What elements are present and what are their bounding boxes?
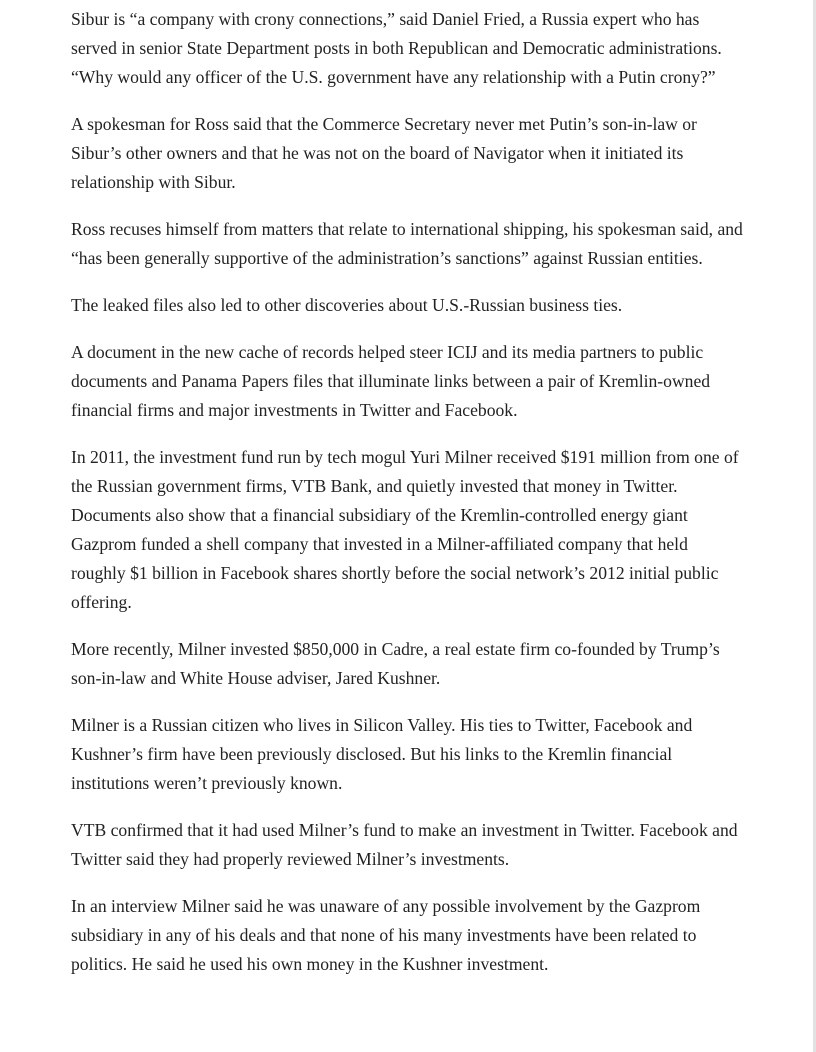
paragraph-milner-2011: In 2011, the investment fund run by tech mogul Yuri Milner received $191 million from one of the Russian government firms, VTB Bank, and quietly invested that money in Twitter. Documents also show that a financial subsidiary of the Kremlin-controlled energy giant Gazprom funded a shell company that invested in a Milner-affiliated company that held roughly $1 billion in Facebook shares shortly before the social network’s 2012 initial public offering. <box>71 447 739 612</box>
paragraph-vtb-confirmed: VTB confirmed that it had used Milner’s fund to make an investment in Twitter. Facebook and Twitter said they had properly reviewed Milner’s investments. <box>71 820 738 869</box>
paragraph-ross-spokesman: A spokesman for Ross said that the Commerce Secretary never met Putin’s son-in-law or Sibur’s other owners and that he was not on the board of Navigator when it initiated its relationship with Sibur. <box>71 114 697 192</box>
paragraph-ross-recusal: Ross recuses himself from matters that relate to international shipping, his spokesman said, and “has been generally supportive of the administration’s sanctions” against Russian entities. <box>71 219 743 268</box>
paragraph-fried-quote: Sibur is “a company with crony connections,” said Daniel Fried, a Russia expert who has served in senior State Department posts in both Republican and Democratic administrations. “Why would any officer of the U.S. government have any relationship with a Putin crony?” <box>71 9 722 87</box>
paragraph-milner-interview: In an interview Milner said he was unaware of any possible involvement by the Gazprom subsidiary in any of his deals and that none of his many investments have been related to politics. He said he used his own money in the Kushner investment. <box>71 896 701 974</box>
paragraph-icij-document: A document in the new cache of records helped steer ICIJ and its media partners to public documents and Panama Papers files that illuminate links between a pair of Kremlin-owned financial firms and major investments in Twitter and Facebook. <box>71 342 711 420</box>
article-body <box>71 5 743 997</box>
paragraph-leaked-files: The leaked files also led to other discoveries about U.S.-Russian business ties. <box>71 295 623 315</box>
paragraph-cadre-investment: More recently, Milner invested $850,000 in Cadre, a real estate firm co-founded by Trump’s son-in-law and White House adviser, Jared Kushner. <box>71 639 720 688</box>
paragraph-milner-citizen: Milner is a Russian citizen who lives in Silicon Valley. His ties to Twitter, Facebook and Kushner’s firm have been previously disclosed. But his links to the Kremlin financial institutions weren’t previously known. <box>71 715 693 793</box>
